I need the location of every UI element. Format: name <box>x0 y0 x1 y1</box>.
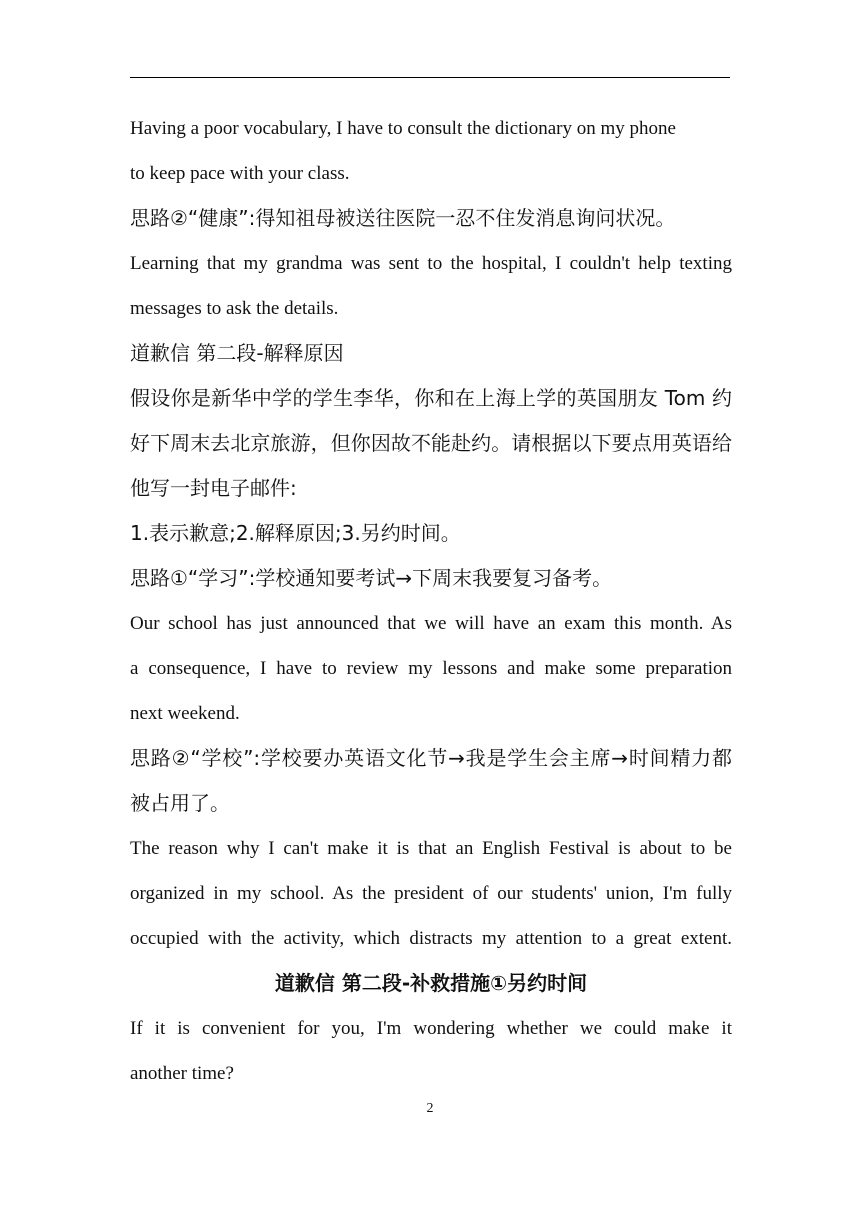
text-line: 1.表示歉意;2.解释原因;3.另约时间。 <box>130 521 461 545</box>
text-line: 好下周末去北京旅游，但你因故不能赴约。请根据以下要点用英语给 <box>130 431 732 455</box>
text-line: organized in my school. As the president of our students' union, I'm fully <box>130 883 732 904</box>
text-line: The reason why I can't make it is that an English Festival is about to be <box>130 838 732 859</box>
section-heading: 道歉信 第二段-补救措施①另约时间 <box>274 971 588 995</box>
text-line: 思路①“学习”:学校通知要考试→下周末我要复习备考。 <box>130 566 613 590</box>
text-line: Our school has just announced that we will have an exam this month. As <box>130 613 732 634</box>
text-line: Learning that my grandma was sent to the hospital, I couldn't help texting <box>130 253 732 274</box>
text-line: Having a poor vocabulary, I have to consult the dictionary on my phone <box>130 118 676 139</box>
section-heading: 道歉信 第二段-解释原因 <box>130 341 344 365</box>
text-line: a consequence, I have to review my lessons and make some preparation <box>130 658 732 679</box>
document-body <box>130 106 732 1096</box>
text-line: another time? <box>130 1063 234 1084</box>
text-line: 假设你是新华中学的学生李华，你和在上海上学的英国朋友 Tom 约 <box>130 386 732 410</box>
text-line: 他写一封电子邮件: <box>130 476 297 500</box>
page-number: 2 <box>426 1101 434 1116</box>
text-line: 思路②“健康”:得知祖母被送往医院一忍不住发消息询问状况。 <box>130 206 676 230</box>
header-rule <box>130 77 730 78</box>
text-line: next weekend. <box>130 703 240 724</box>
text-line: 被占用了。 <box>130 791 230 815</box>
text-line: occupied with the activity, which distracts my attention to a great extent. <box>130 928 732 949</box>
text-line: If it is convenient for you, I'm wondering whether we could make it <box>130 1018 732 1039</box>
text-line: messages to ask the details. <box>130 298 339 319</box>
text-line: to keep pace with your class. <box>130 163 350 184</box>
text-line: 思路②“学校”:学校要办英语文化节→我是学生会主席→时间精力都 <box>130 746 732 770</box>
